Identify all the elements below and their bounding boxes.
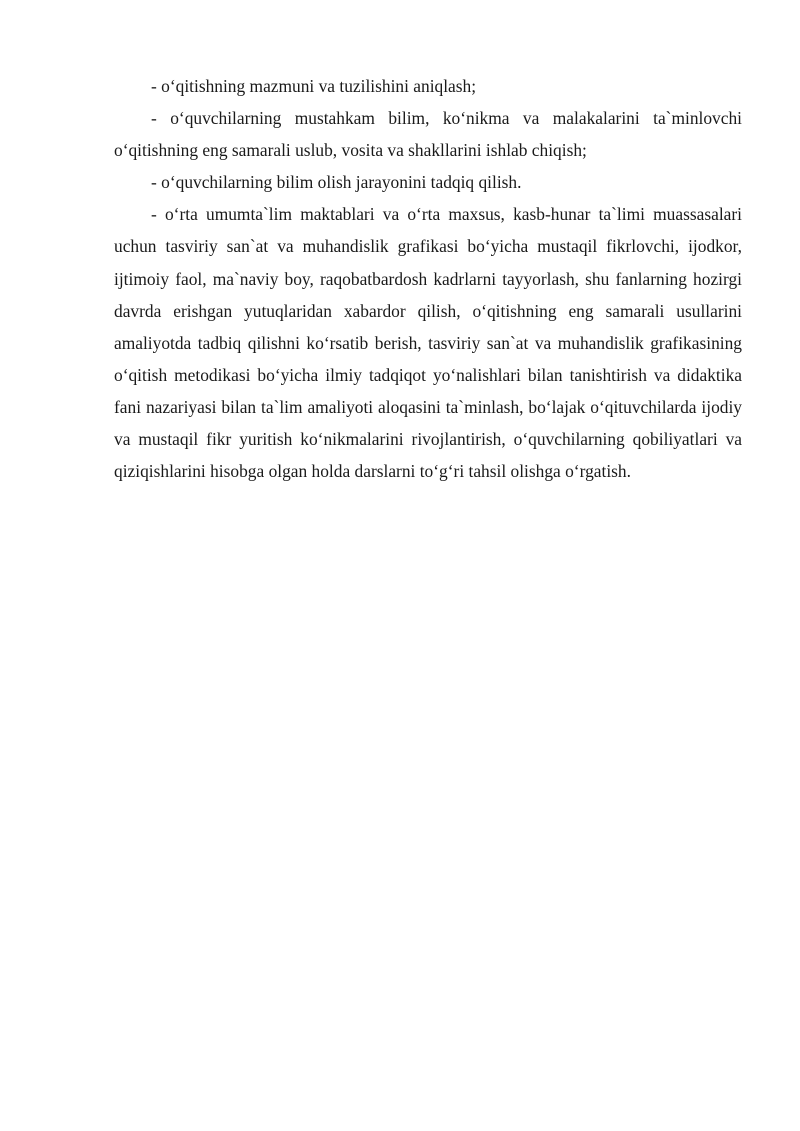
paragraph-list-item: - o‘rta umumta`lim maktablari va o‘rta maxsus, kasb-hunar ta`limi muassasalari uchun tasviriy san`at va muhandislik grafikasi bo‘yicha mustaqil fikrlovchi, ijodkor, ijtimoiy faol, ma`naviy boy, raqobatbardosh kadrlarni tayyorlash, shu fanlarning hozirgi davrda erishgan yutuqlaridan xabardor qilish, o‘qitishning eng samarali usullarini amaliyotda tadbiq qilishni ko‘rsatib berish, tasviriy san`at va muhandislik grafikasining o‘qitish metodikasi bo‘yicha ilmiy tadqiqot yo‘nalishlari bilan tanishtirish va didaktika fani nazariyasi bilan ta`lim amaliyoti aloqasini ta`minlash, bo‘lajak o‘qituvchilarda ijodiy va mustaqil fikr yuritish ko‘nikmalarini rivojlantirish, o‘quvchilarning qobiliyatlari va qiziqishlarini hisobga olgan holda darslarni to‘g‘ri tahsil olishga o‘rgatish. [114, 204, 742, 482]
paragraph-list-item: - o‘quvchilarning bilim olish jarayonini tadqiq qilish. [151, 172, 522, 193]
paragraph-list-item: - o‘qitishning mazmuni va tuzilishini aniqlash; [151, 76, 477, 96]
document-body [114, 70, 742, 487]
paragraph-list-item: - o‘quvchilarning mustahkam bilim, ko‘nikma va malakalarini ta`minlovchi o‘qitishning eng samarali uslub, vosita va shakllarini ishlab chiqish; [114, 108, 742, 161]
